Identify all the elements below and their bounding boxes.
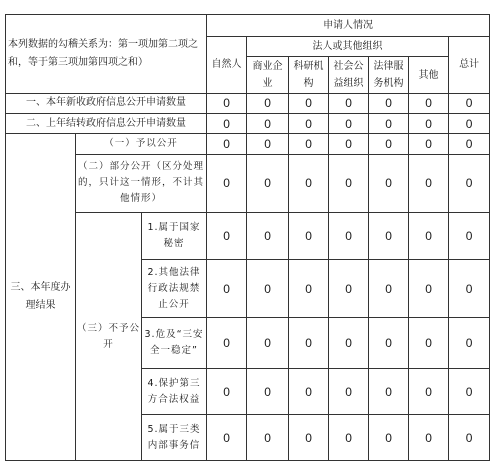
cell-value: 0	[329, 114, 369, 134]
cell-value: 0	[409, 213, 449, 260]
table-row	[6, 134, 490, 154]
cell-value: 0	[409, 114, 449, 134]
cell-value: 0	[449, 134, 490, 154]
cell-value: 0	[289, 154, 329, 213]
cell-value: 0	[409, 259, 449, 318]
cell-value: 0	[369, 213, 409, 260]
cell-value: 0	[329, 213, 369, 260]
cell-value: 0	[289, 213, 329, 260]
cell-value: 0	[247, 114, 289, 134]
deny-label: （三）不予公开	[76, 213, 142, 461]
social-header: 社会公益组织	[329, 57, 369, 93]
cell-value: 0	[449, 415, 490, 461]
cell-value: 0	[289, 114, 329, 134]
row-label: 一、本年新收政府信息公开申请数量	[6, 93, 207, 113]
row-label: 5.属于三类内部事务信	[142, 415, 207, 461]
disclosure-table	[5, 14, 490, 461]
cell-value: 0	[247, 259, 289, 318]
other-header: 其他	[409, 57, 449, 93]
cell-value: 0	[289, 134, 329, 154]
cell-value: 0	[449, 213, 490, 260]
cell-value: 0	[247, 93, 289, 113]
row-label: 2.其他法律行政法规禁止公开	[142, 259, 207, 318]
cell-value: 0	[409, 415, 449, 461]
cell-value: 0	[449, 259, 490, 318]
cell-value: 0	[207, 93, 247, 113]
legal-entity-header: 法人或其他组织	[247, 37, 449, 57]
cell-value: 0	[247, 213, 289, 260]
cell-value: 0	[289, 368, 329, 415]
row-label: 4.保护第三方合法权益	[142, 368, 207, 415]
cell-value: 0	[247, 415, 289, 461]
cell-value: 0	[329, 318, 369, 369]
cell-value: 0	[369, 134, 409, 154]
table-row	[6, 114, 490, 134]
cell-value: 0	[409, 134, 449, 154]
cell-value: 0	[409, 318, 449, 369]
cell-value: 0	[207, 154, 247, 213]
cell-value: 0	[449, 114, 490, 134]
cell-value: 0	[449, 93, 490, 113]
cell-value: 0	[207, 213, 247, 260]
cell-value: 0	[409, 154, 449, 213]
table-row	[6, 93, 490, 113]
cell-value: 0	[369, 318, 409, 369]
cell-value: 0	[289, 415, 329, 461]
cell-value: 0	[369, 154, 409, 213]
cell-value: 0	[289, 259, 329, 318]
cell-value: 0	[329, 415, 369, 461]
cell-value: 0	[329, 259, 369, 318]
cell-value: 0	[247, 368, 289, 415]
cell-value: 0	[207, 114, 247, 134]
cell-value: 0	[369, 415, 409, 461]
cell-value: 0	[369, 259, 409, 318]
cell-value: 0	[329, 93, 369, 113]
cell-value: 0	[329, 134, 369, 154]
cell-value: 0	[207, 368, 247, 415]
cell-value: 0	[247, 134, 289, 154]
applicant-header: 申请人情况	[207, 15, 490, 37]
cell-value: 0	[247, 154, 289, 213]
cell-value: 0	[289, 93, 329, 113]
row-label: （一）予以公开	[76, 134, 207, 154]
column-note: 本列数据的勾稽关系为：第一项加第二项之和，等于第三项加第四项之和）	[6, 15, 207, 94]
cell-value: 0	[369, 368, 409, 415]
cell-value: 0	[207, 134, 247, 154]
cell-value: 0	[329, 368, 369, 415]
cell-value: 0	[369, 93, 409, 113]
cell-value: 0	[409, 368, 449, 415]
table-row	[6, 154, 490, 213]
natural-person-header: 自然人	[207, 37, 247, 94]
section3-label: 三、本年度办理结果	[6, 134, 76, 461]
cell-value: 0	[329, 154, 369, 213]
cell-value: 0	[449, 318, 490, 369]
commercial-header: 商业企业	[247, 57, 289, 93]
cell-value: 0	[207, 415, 247, 461]
row-label: （二）部分公开（区分处理的，只计这一情形，不计其他情形）	[76, 154, 207, 213]
row-label: 二、上年结转政府信息公开申请数量	[6, 114, 207, 134]
research-header: 科研机构	[289, 57, 329, 93]
cell-value: 0	[449, 368, 490, 415]
row-label: 1.属于国家秘密	[142, 213, 207, 260]
cell-value: 0	[247, 318, 289, 369]
total-header: 总计	[449, 37, 490, 94]
cell-value: 0	[449, 154, 490, 213]
cell-value: 0	[207, 259, 247, 318]
table-row	[6, 213, 490, 260]
cell-value: 0	[409, 93, 449, 113]
legal-service-header: 法律服务机构	[369, 57, 409, 93]
cell-value: 0	[369, 114, 409, 134]
row-label: 3.危及“三安全一稳定”	[142, 318, 207, 369]
cell-value: 0	[207, 318, 247, 369]
cell-value: 0	[289, 318, 329, 369]
